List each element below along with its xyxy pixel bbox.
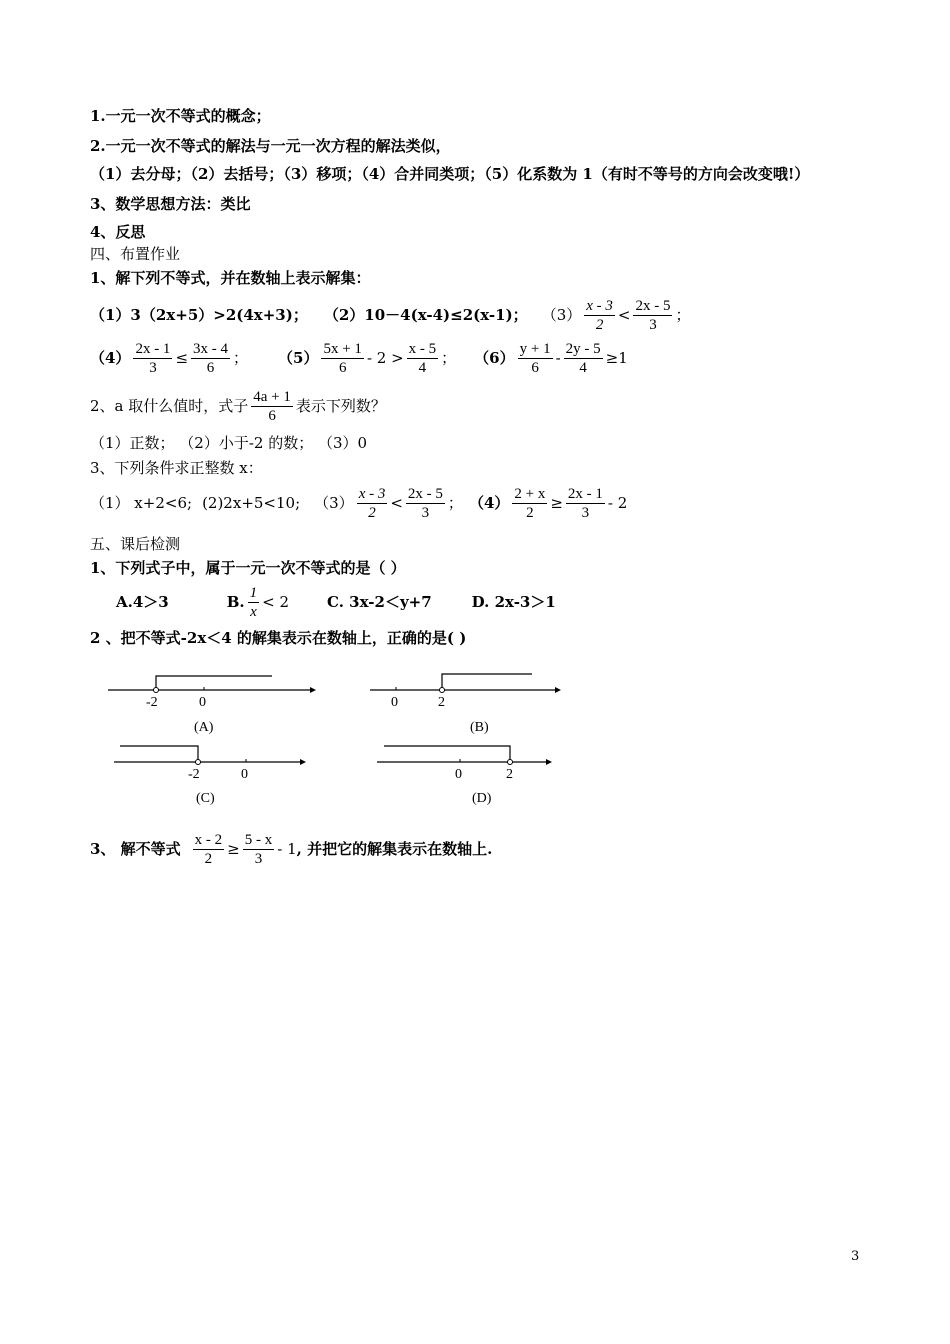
homework-q2: [90, 386, 386, 426]
test-q2: 2 、把不等式-2x＜4 的解集表示在数轴上，正确的是( ): [90, 629, 467, 647]
hw-q1-5-frac2: $\frac{x - 5}{4}$: [408, 340, 437, 376]
hw-q2-frac: $\frac{4a + 1}{6}$: [253, 388, 291, 424]
number-line-a: [108, 676, 316, 735]
line-c-caption: (C): [196, 791, 215, 806]
line-d-tick-2: 2: [506, 767, 513, 782]
number-lines-figure: [100, 660, 580, 820]
hw-q3-4-tail: - 2: [607, 494, 628, 512]
test-q3-post: , 并把它的解集表示在数轴上.: [296, 840, 493, 858]
hw-q3-2: (2)2x+5<10;: [202, 494, 301, 512]
hw-q1-3-label: （3）: [541, 306, 582, 324]
hw-q1-6-frac1: $\frac{y + 1}{6}$: [519, 340, 551, 376]
summary-point-4: 4、反思: [90, 223, 146, 241]
homework-q1-row1: [90, 295, 690, 335]
test-heading: 五、课后检测: [90, 535, 181, 553]
hw-q1-4-op: ≤: [175, 349, 189, 367]
hw-q1-3-frac1: $\frac{x - 3}{2}$: [586, 297, 613, 333]
hw-q3-1: （1） x+2<6;: [90, 494, 193, 512]
test-q3-frac2: $\frac{5 - x}{3}$: [244, 831, 273, 867]
hw-q1-3-tail: ；: [675, 306, 691, 324]
hw-q1-4-frac1: $\frac{2x - 1}{3}$: [135, 340, 171, 376]
homework-q1: 1、解下列不等式，并在数轴上表示解集：: [90, 269, 371, 287]
hw-q2-post: 表示下列数？: [295, 397, 386, 415]
option-a: A.4＞3: [116, 593, 169, 611]
hw-q3-4-frac1: $\frac{2 + x}{2}$: [514, 485, 546, 521]
option-b-frac: $\frac{1}{x}$: [249, 584, 258, 620]
page-number: 3: [851, 1249, 860, 1264]
summary-point-2: 2.一元一次不等式的解法与一元一次方程的解法类似，: [90, 137, 451, 155]
homework-q3-row: [90, 483, 627, 523]
test-q3-pre: 3、 解不等式: [90, 840, 181, 858]
hw-q3: 3、下列条件求正整数 x：: [90, 459, 263, 477]
test-q3: [90, 828, 492, 870]
summary-steps: （1）去分母；（2）去括号；（3）移项；（4）合并同类项；（5）化系数为 1（有时不等号的方向会改变哦!）: [90, 165, 810, 183]
line-a-caption: (A): [194, 720, 214, 735]
hw-q1-5-mid: - 2 >: [366, 349, 404, 367]
hw-q2-items: （1）正数； （2）小于-2 的数； （3）0: [90, 434, 368, 452]
line-c-tick-2: 0: [241, 767, 248, 782]
test-q1-options: [116, 582, 556, 622]
hw-q1-3-frac2: $\frac{2x - 5}{3}$: [635, 297, 671, 333]
hw-q1-3-op: <: [617, 306, 631, 324]
hw-q1-4-tail: ；: [233, 349, 249, 367]
number-line-d: [377, 746, 552, 806]
line-b-tick-1: 0: [391, 695, 398, 710]
test-q3-frac1: $\frac{x - 2}{2}$: [194, 831, 223, 867]
hw-q1-6-label: （6）: [474, 349, 515, 367]
hw-q3-4-label: （4）: [468, 494, 510, 512]
hw-q1-1: （1）3（2x+5）>2(4x+3)；: [90, 306, 308, 324]
hw-q1-5-tail: ；: [441, 349, 457, 367]
option-c: C. 3x-2＜y+7: [327, 593, 432, 611]
line-a-tick-2: 0: [199, 695, 206, 710]
summary-point-3: 3、数学思想方法：类比: [90, 195, 251, 213]
hw-q1-4-label: （4）: [90, 349, 131, 367]
hw-q2-pre: 2、a 取什么值时，式子: [90, 397, 249, 415]
option-b-label: B.: [226, 593, 245, 611]
hw-q1-5-frac1: $\frac{5x + 1}{6}$: [323, 340, 362, 376]
hw-q3-3-frac1: $\frac{x - 3}{2}$: [358, 485, 386, 521]
test-q3-op: ≥: [227, 840, 240, 858]
line-b-caption: (B): [470, 720, 489, 735]
hw-q1-6-frac2: $\frac{2y - 5}{4}$: [565, 340, 601, 376]
hw-q1-2: （2）10－4(x-4)≤2(x-1)；: [323, 306, 528, 324]
line-d-tick-1: 0: [455, 767, 462, 782]
hw-q1-4-frac2: $\frac{3x - 4}{6}$: [193, 340, 229, 376]
line-a-tick-1: -2: [146, 695, 158, 710]
option-b-tail: < 2: [262, 593, 290, 611]
hw-q3-3-frac2: $\frac{2x - 5}{3}$: [407, 485, 443, 521]
line-b-tick-2: 2: [438, 695, 445, 710]
line-c-tick-1: -2: [188, 767, 200, 782]
hw-q3-3-op: <: [390, 494, 403, 512]
hw-q1-6-mid: -: [555, 349, 561, 367]
hw-q3-3-label: （3）: [314, 494, 354, 512]
summary-point-1: 1.一元一次不等式的概念；: [90, 107, 271, 125]
test-q1: 1、下列式子中，属于一元一次不等式的是（ ）: [90, 559, 406, 577]
option-d: D. 2x-3＞1: [471, 593, 556, 611]
line-d-caption: (D): [472, 791, 492, 806]
number-line-c: [114, 746, 306, 806]
hw-q3-4-frac2: $\frac{2x - 1}{3}$: [567, 485, 603, 521]
hw-q1-5-label: （5）: [278, 349, 319, 367]
hw-q3-4-op: ≥: [550, 494, 563, 512]
hw-q3-3-tail: ；: [447, 494, 463, 512]
number-line-b: [370, 674, 561, 735]
hw-q1-6-tail: ≥1: [605, 349, 628, 367]
homework-q1-row2: [90, 338, 628, 378]
test-q3-mid: - 1: [277, 840, 297, 858]
homework-heading: 四、布置作业: [90, 245, 181, 263]
